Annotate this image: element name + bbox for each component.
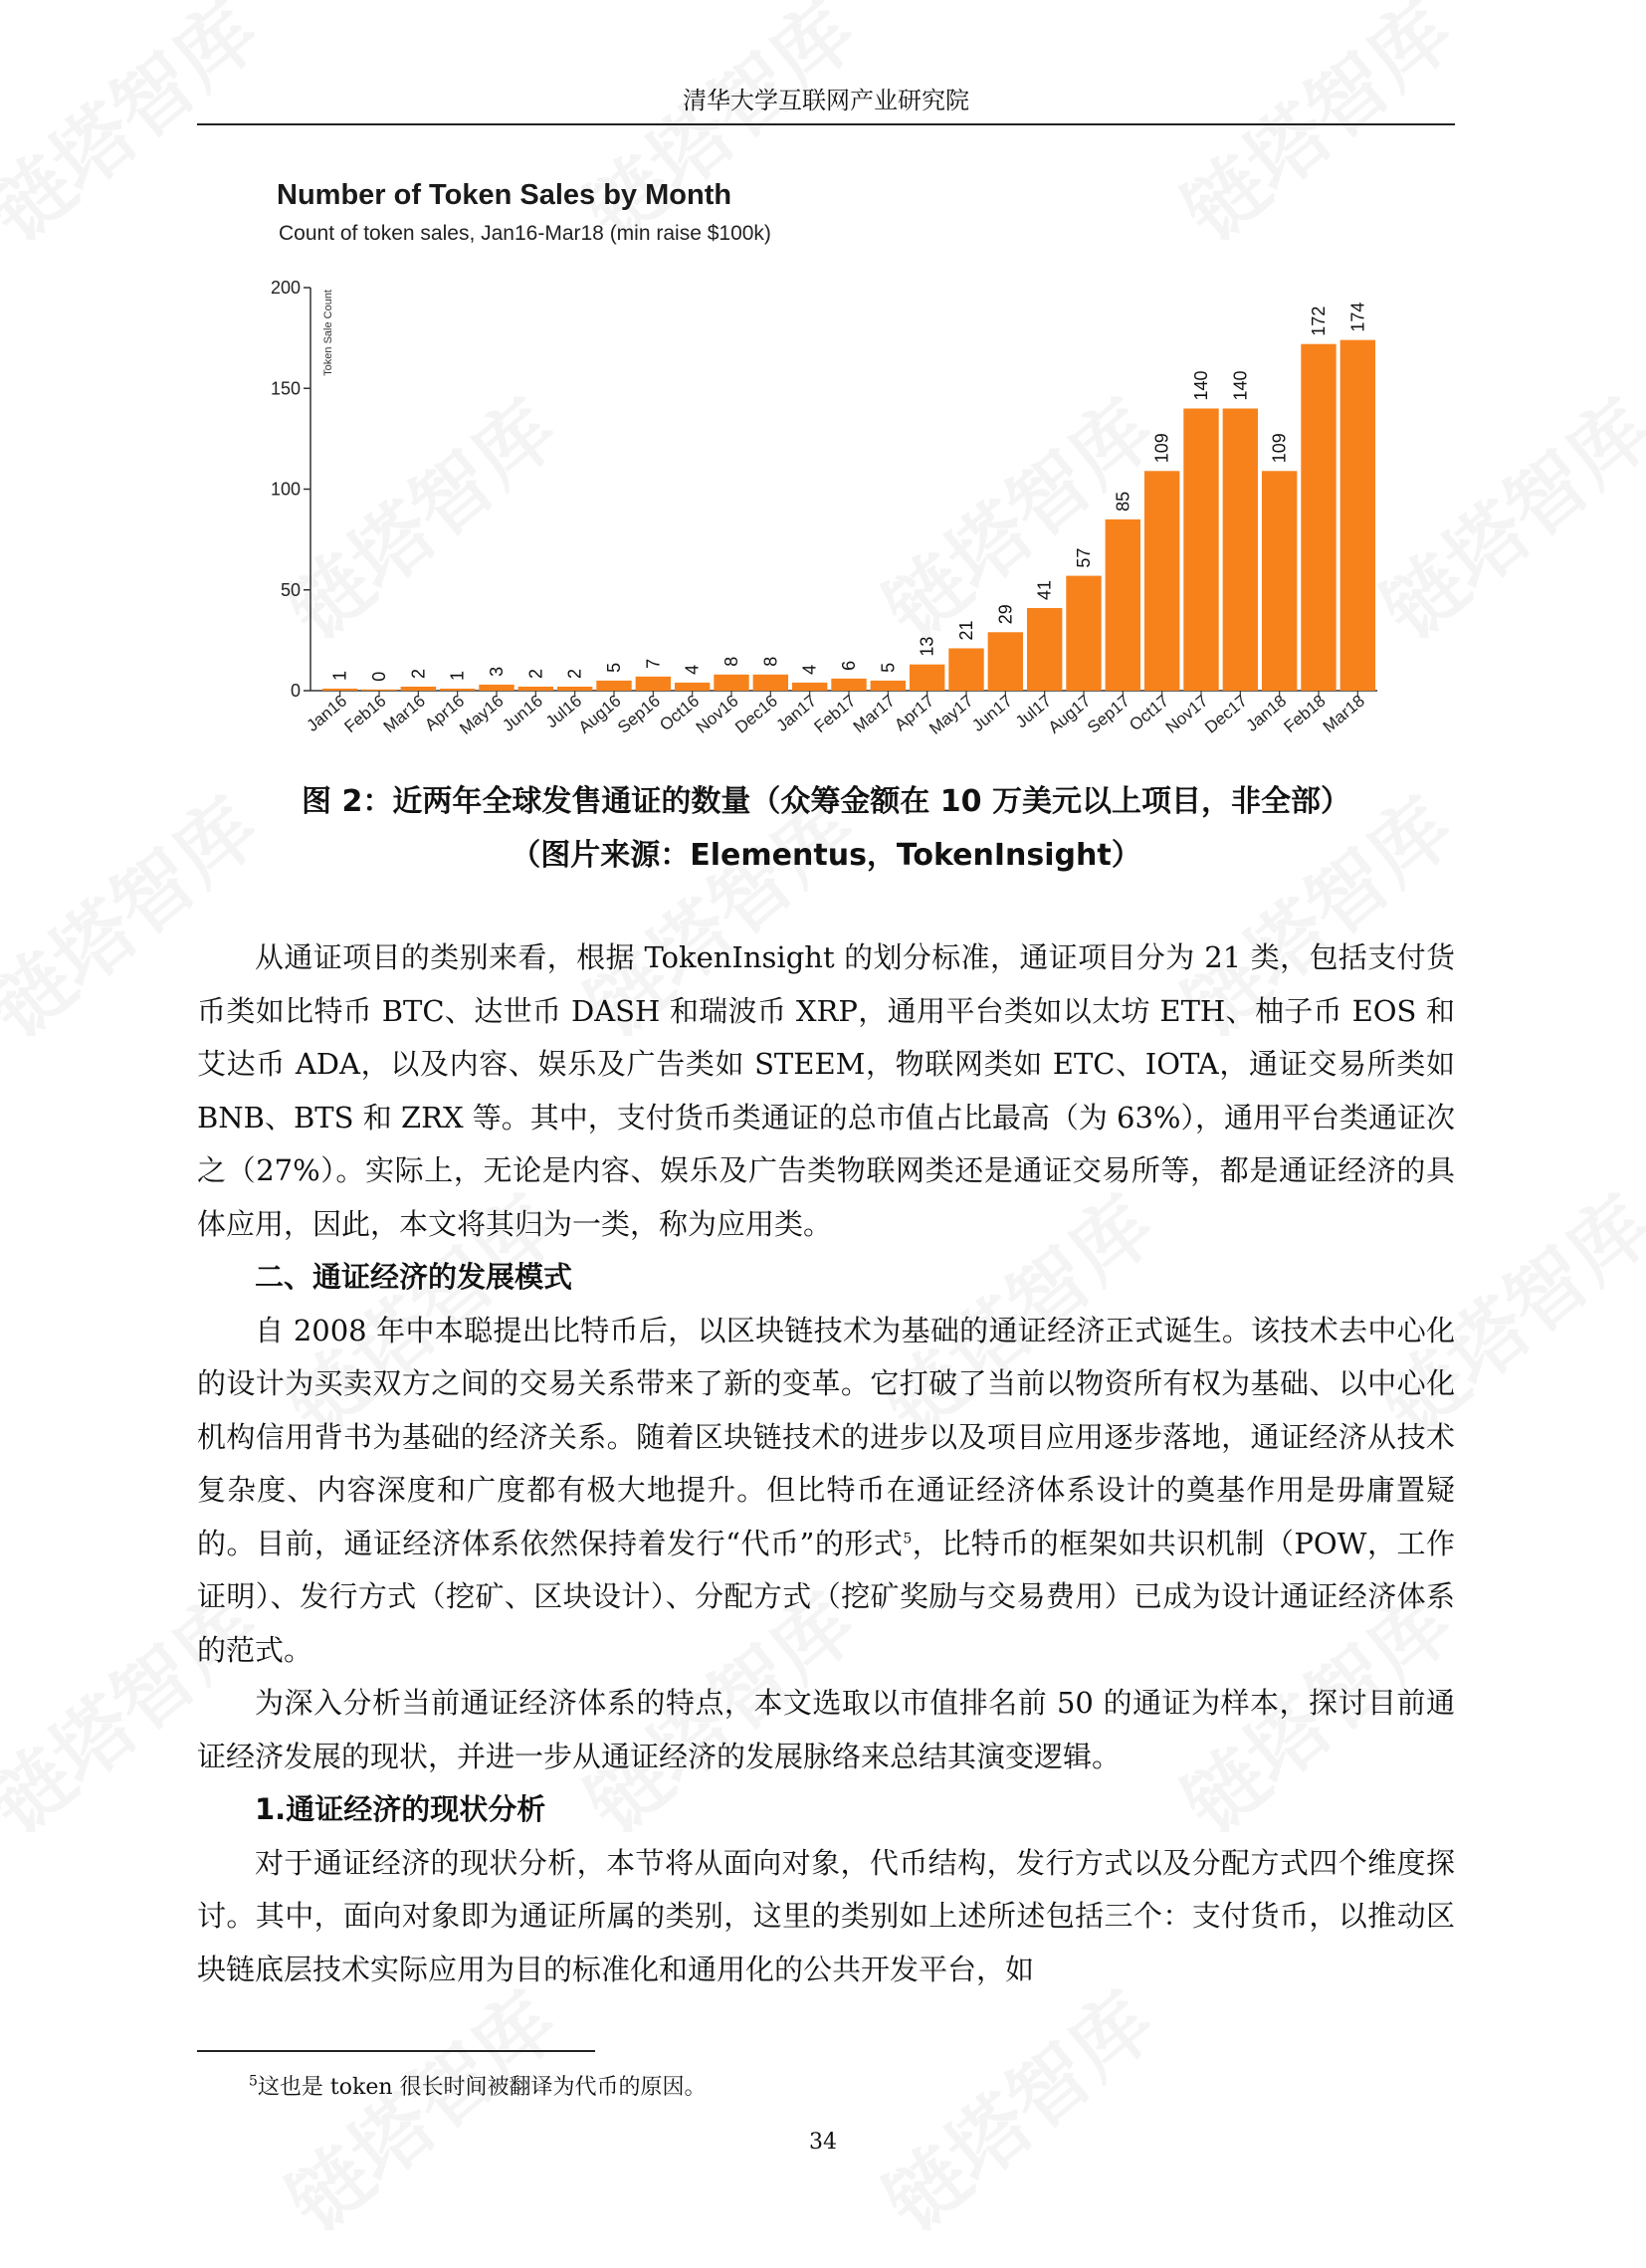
bar [322, 689, 357, 691]
figure-caption: 图 2：近两年全球发售通证的数量（众筹金额在 10 万美元以上项目，非全部） [302, 784, 1350, 819]
bar-data-label: 21 [956, 620, 976, 641]
bar-data-label: 5 [878, 662, 899, 673]
bar-data-label: 1 [329, 670, 350, 681]
paragraph-sample: 为深入分析当前通证经济体系的特点，本文选取以市值排名前 50 的通证为样本，探讨目前通证经济发展的现状，并进一步从通证经济的发展脉络来总结其演变逻辑。 [197, 1686, 1455, 1773]
bar-data-label: 2 [564, 668, 585, 679]
x-tick-label: Feb17 [810, 691, 860, 737]
bar [596, 681, 631, 691]
token-sales-chart [0, 0, 1646, 786]
x-tick-label: Apr17 [891, 691, 938, 735]
bar-data-label: 0 [369, 671, 389, 682]
bar-data-label: 4 [682, 664, 703, 675]
x-tick-label: Aug16 [574, 691, 625, 737]
x-tick-label: Jun17 [968, 691, 1016, 735]
bar [753, 675, 788, 691]
bar [401, 687, 436, 691]
bar [831, 679, 866, 691]
bar [636, 677, 671, 691]
bar-data-label: 5 [604, 662, 624, 673]
bar [988, 632, 1023, 691]
body-text [197, 931, 1455, 1996]
bar [1262, 471, 1297, 691]
bar [910, 665, 944, 691]
bar-data-label: 13 [917, 636, 937, 657]
bar-data-label: 29 [995, 604, 1016, 625]
x-tick-label: Jun16 [499, 691, 546, 735]
bar [518, 687, 553, 691]
bar [1106, 519, 1140, 691]
bar-data-label: 2 [525, 668, 546, 679]
bar [1144, 471, 1179, 691]
bar [361, 690, 396, 691]
bar [948, 648, 983, 691]
footnote [249, 2070, 707, 2101]
bar-data-label: 1 [447, 670, 468, 681]
paragraph-development-a: 自 2008 年中本聪提出比特币后，以区块链技术为基础的通证经济正式诞生。该技术去中心化的设计为买卖双方之间的交易关系带来了新的变革。它打破了当前以物资所有权为基础、以中心化机构信用背书为基础的经济关系。随着区块链技术的进步以及项目应用逐步落地，通证经济从技术复杂度、内容深度和广度都有极大地提升。但比特币在通证经济体系设计的奠基作用是毋庸置疑的。目前，通证经济体系依然保持着发行“代币”的形式 [197, 1313, 1455, 1560]
bar-data-label: 172 [1309, 306, 1329, 336]
bar [557, 687, 592, 691]
bar [675, 683, 710, 691]
y-tick-label: 150 [270, 378, 301, 399]
bar [714, 675, 748, 691]
x-tick-label: Oct17 [1126, 691, 1173, 735]
x-tick-label: Mar17 [849, 691, 899, 737]
x-tick-label: Nov16 [692, 691, 742, 737]
x-tick-label: Jan16 [303, 691, 351, 735]
footnote-text: 这也是 token 很长时间被翻译为代币的原因。 [257, 2075, 707, 2100]
x-tick-label: Jan18 [1242, 691, 1291, 735]
x-tick-label: May16 [456, 691, 508, 738]
paragraph-analysis: 对于通证经济的现状分析，本节将从面向对象，代币结构，发行方式以及分配方式四个维度探讨。其中，面向对象即为通证所属的类别，这里的类别如上述所述包括三个：支付货币，以推动区块链底层技术实际应用为目的标准化和通用化的公共开发平台，如 [197, 1845, 1455, 1986]
footnote-mark: 5 [249, 2073, 258, 2090]
y-axis-label: Token Sale Count [322, 290, 334, 376]
x-tick-label: Mar16 [379, 691, 429, 737]
y-tick-label: 0 [290, 681, 301, 701]
bar [1183, 409, 1218, 692]
bar-data-label: 8 [721, 656, 741, 667]
bar-data-label: 174 [1347, 302, 1368, 332]
bar [1340, 340, 1375, 691]
bar-data-label: 140 [1191, 370, 1211, 401]
x-tick-label: Sep17 [1084, 691, 1133, 737]
bar [871, 681, 906, 691]
x-tick-label: Feb16 [340, 691, 390, 737]
bar-data-label: 57 [1074, 547, 1094, 568]
bar-data-label: 85 [1113, 491, 1133, 512]
x-tick-label: Apr16 [421, 691, 469, 735]
bar-data-label: 8 [760, 656, 781, 667]
y-tick-label: 50 [280, 579, 301, 600]
footnote-ref[interactable]: 5 [903, 1530, 913, 1546]
x-tick-label: Dec16 [731, 691, 781, 737]
chart-title: Number of Token Sales by Month [277, 179, 732, 211]
bar [792, 683, 827, 691]
figure-source: （图片来源：Elementus，TokenInsight） [511, 838, 1141, 873]
bar [440, 689, 475, 691]
bar [1027, 608, 1062, 691]
x-tick-label: May17 [926, 691, 977, 738]
bar [1223, 409, 1258, 692]
bar-data-label: 41 [1034, 579, 1055, 600]
paragraph-development [197, 1305, 1455, 1678]
y-tick-label: 200 [270, 278, 301, 298]
x-tick-label: Jul17 [1011, 691, 1056, 732]
x-tick-label: Nov17 [1161, 691, 1212, 737]
bar [1066, 576, 1101, 691]
x-tick-label: Jul16 [541, 691, 586, 732]
bar-data-label: 7 [643, 658, 664, 669]
x-tick-label: Jan17 [772, 691, 821, 735]
bar [479, 685, 514, 691]
x-tick-label: Mar18 [1319, 691, 1368, 737]
bar-data-label: 2 [408, 668, 429, 679]
section-heading: 二、通证经济的发展模式 [255, 1260, 573, 1294]
subsection-heading: 1.通证经济的现状分析 [255, 1792, 546, 1826]
bar-data-label: 109 [1269, 433, 1290, 464]
footnote-divider [197, 2050, 595, 2052]
y-tick-label: 100 [270, 479, 301, 500]
bar-data-label: 109 [1151, 433, 1172, 464]
x-tick-label: Sep16 [614, 691, 664, 737]
x-tick-label: Aug17 [1044, 691, 1095, 737]
paragraph-development-b: ，比特币的框架如共识机制（POW，工作证明）、发行方式（挖矿、区块设计）、分配方式（挖矿奖励与交易费用）已成为设计通证经济体系的范式。 [197, 1526, 1455, 1667]
bar-data-label: 3 [487, 666, 507, 677]
bar-data-label: 140 [1230, 370, 1251, 401]
x-tick-label: Oct16 [656, 691, 704, 735]
paragraph-categories: 从通证项目的类别来看，根据 TokenInsight 的划分标准，通证项目分为 21 类，包括支付货币类如比特币 BTC、达世币 DASH 和瑞波币 XRP，通用平台类如以太坊 ETH、柚子币 EOS 和艾达币 ADA，以及内容、娱乐及广告类如 STEEM，物联网类如 ETC、IOTA，通证交易所类如 BNB、BTS 和 ZRX 等。其中，支付货币类通证的总市值占比最高（为 63%），通用平台类通证次之（27%）。实际上，无论是内容、娱乐及广告类物联网类还是通证交易所等，都是通证经济的具体应用，因此，本文将其归为一类，称为应用类。 [197, 940, 1455, 1241]
page-header: 清华大学互联网产业研究院 [197, 84, 1455, 125]
bar-data-label: 4 [799, 664, 820, 675]
x-tick-label: Dec17 [1201, 691, 1251, 737]
bar-data-label: 6 [839, 660, 859, 671]
x-tick-label: Feb18 [1280, 691, 1330, 737]
page-number: 34 [809, 2130, 837, 2155]
watermark [856, 1961, 1173, 2254]
watermark [259, 1961, 576, 2254]
bar [1301, 344, 1336, 691]
chart-subtitle: Count of token sales, Jan16-Mar18 (min raise $100k) [279, 222, 771, 245]
